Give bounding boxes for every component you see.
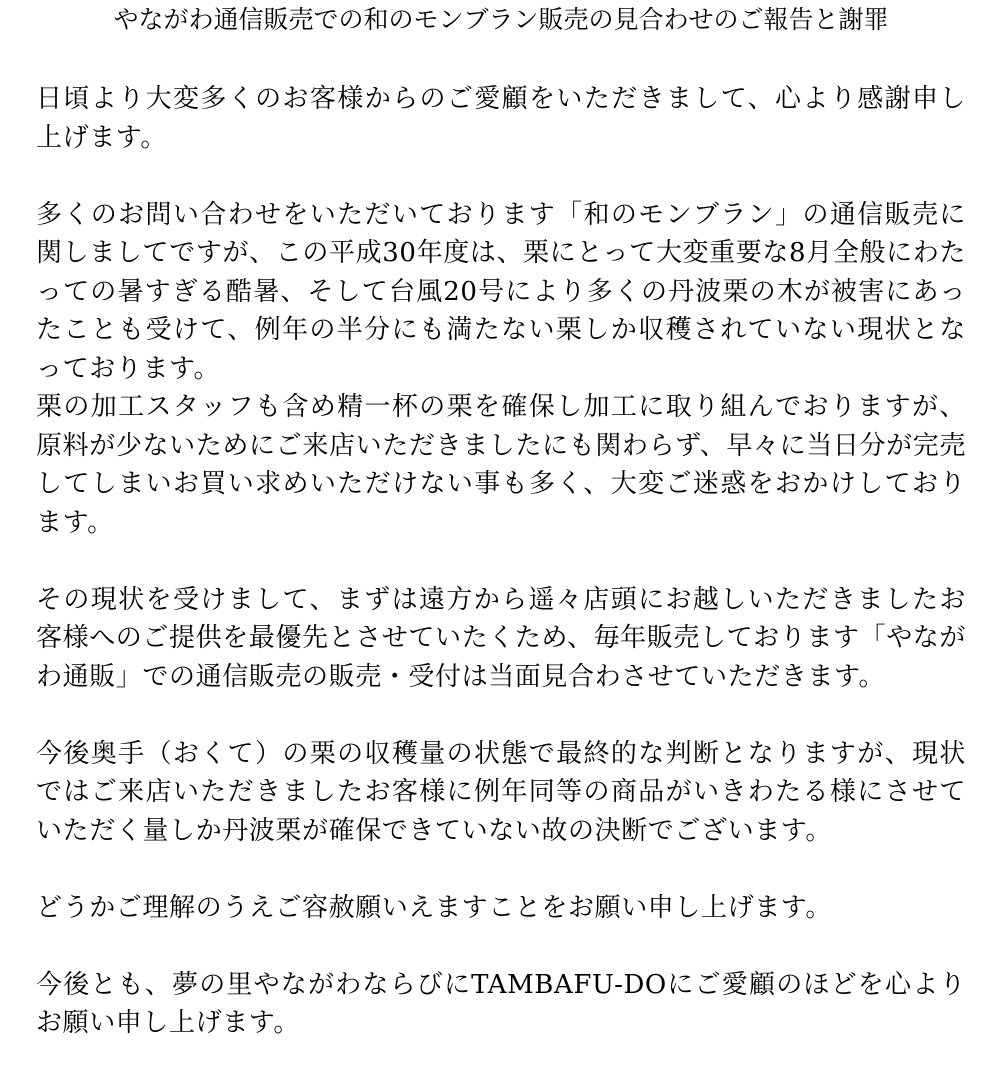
spacer	[36, 157, 966, 196]
spacer	[36, 38, 966, 80]
decision-paragraph: 今後奥手（おくて）の栗の収穫量の状態で最終的な判断となりますが、現状ではご来店いただきましたお客様に例年同等の商品がいきわたる様にさせていただく量しか丹波栗が確保できていない故の決断でございます。	[36, 738, 966, 846]
greeting-paragraph: 日頃より大変多くのお客様からのご愛顧をいただきまして、心より感謝申し上げます。	[36, 84, 966, 153]
suspension-paragraph: その現状を受けまして、まずは遠方から遥々店頭にお越しいただきましたお客様へのご提供を最優先とさせていたくため、毎年販売しております「やながわ通販」での通信販売の販売・受付は当面見合わさせていただきます。	[36, 584, 966, 692]
situation-paragraph: 多くのお問い合わせをいただいております「和のモンブラン」の通信販売に関しましてですが、この平成30年度は、栗にとって大変重要な8月全般にわたっての暑すぎる酷暑、そして台風20号により多くの丹波栗の木が被害にあったことも受けて、例年の半分にも満たない栗しか収穫されていない現状となっております。	[36, 199, 966, 384]
spacer	[36, 850, 966, 889]
spacer	[36, 696, 966, 735]
closing-paragraph: 今後とも、夢の里やながわならびにTAMBAFU-DOにご愛顧のほどを心よりお願い申し上げます。	[36, 969, 966, 1038]
spacer	[36, 927, 966, 966]
spacer	[36, 542, 966, 581]
notice-title: やながわ通信販売での和のモンブラン販売の見合わせのご報告と謝罪	[113, 5, 889, 34]
apology-paragraph: 栗の加工スタッフも含め精一杯の栗を確保し加工に取り組んでおりますが、原料が少ないためにご来店いただきましたにも関わらず、早々に当日分が完売してしまいお買い求めいただけない事も多く、大変ご迷惑をおかけしております。	[36, 392, 966, 538]
request-paragraph: どうかご理解のうえご容赦願いえますことをお願い申し上げます。	[36, 892, 832, 923]
